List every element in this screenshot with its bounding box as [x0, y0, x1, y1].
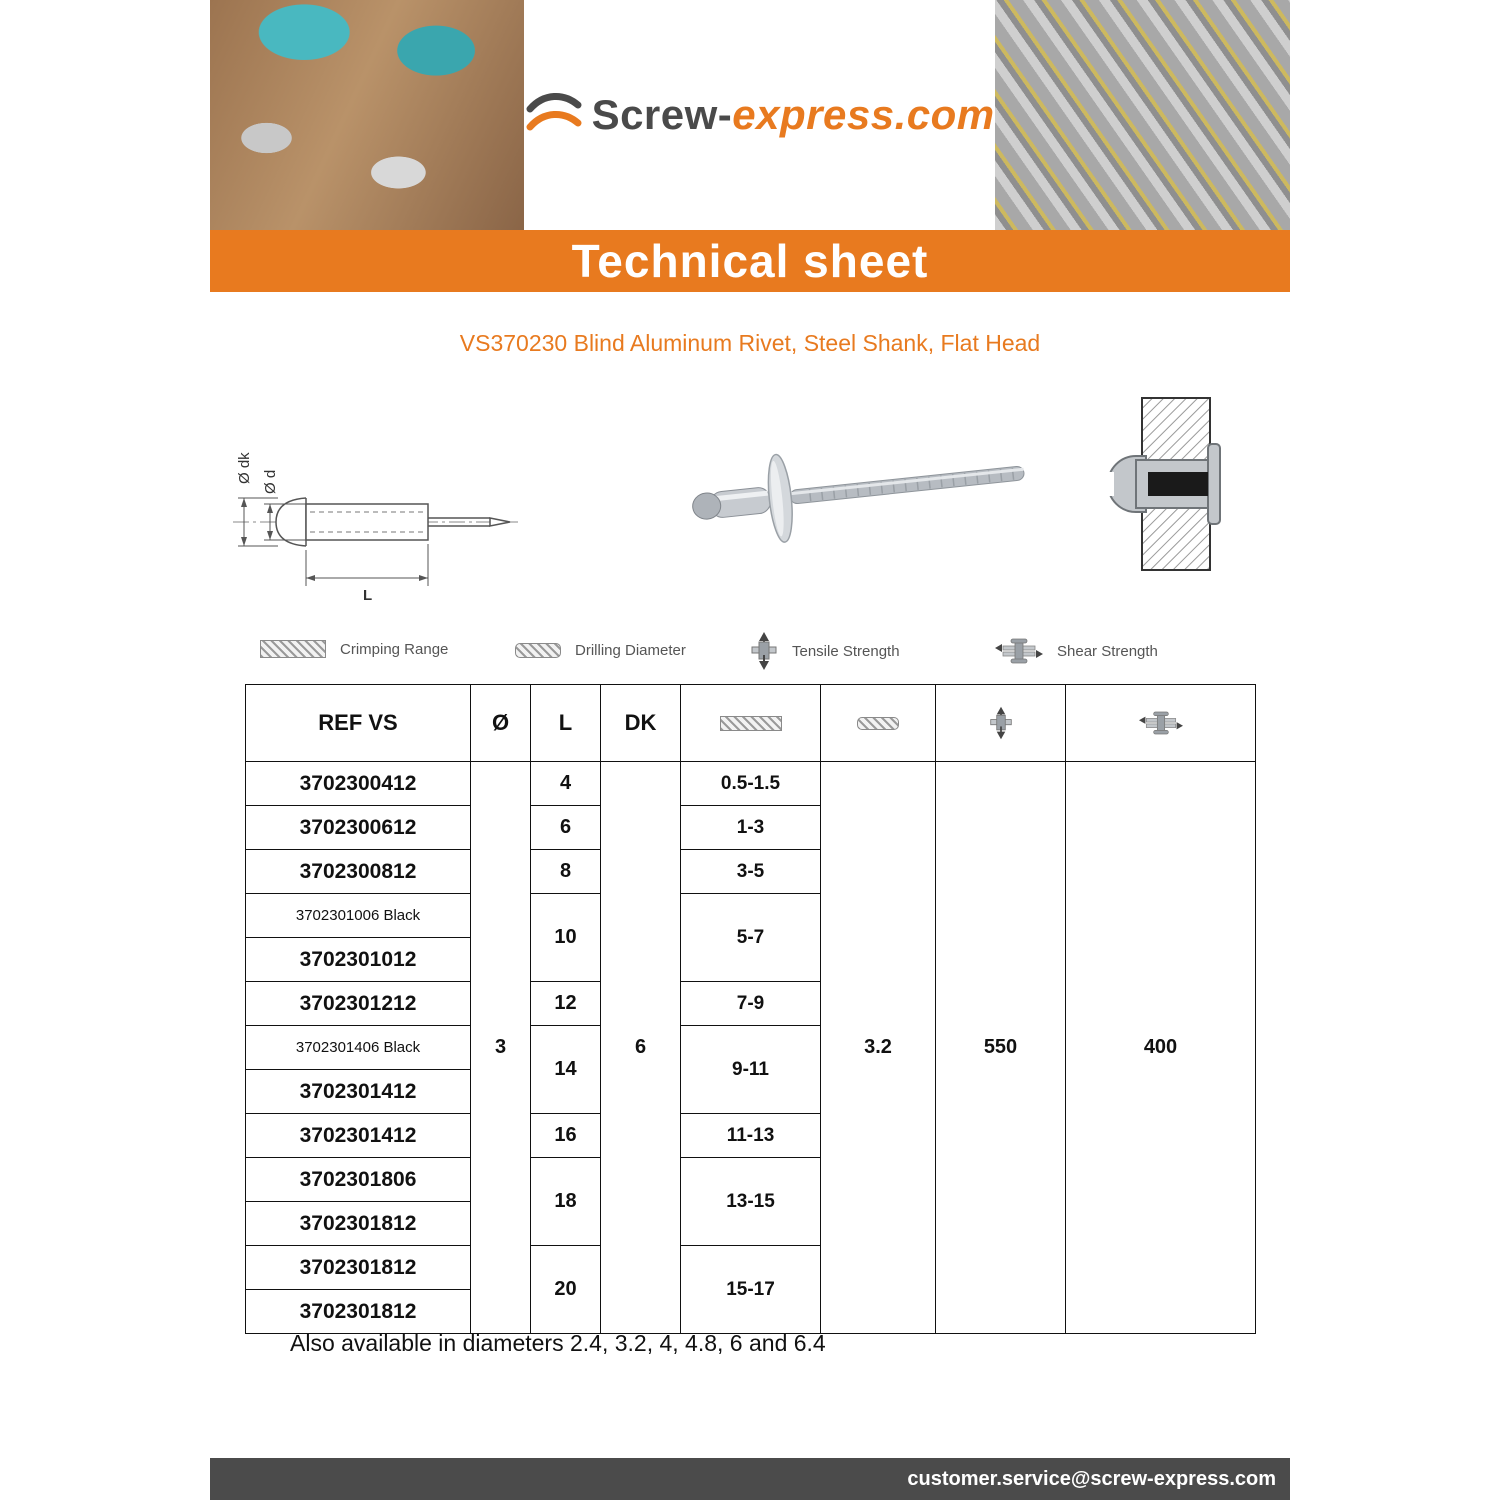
header-tensile — [936, 685, 1066, 762]
legend-tensile — [750, 632, 900, 670]
logo-suffix: express.com — [732, 91, 995, 138]
ref-cell: 3702301812 — [246, 1246, 471, 1290]
workbench-photo — [210, 0, 524, 230]
customer-service-email: customer.service@screw-express.com — [907, 1467, 1276, 1490]
l-cell: 8 — [531, 850, 601, 894]
footer — [210, 1458, 1290, 1500]
dk-cell: 6 — [601, 762, 681, 1334]
logo-swoosh-icon — [524, 89, 582, 141]
logo-prefix: Screw- — [591, 91, 733, 138]
rivet-cross-section — [1090, 392, 1230, 576]
diameter-cell: 3 — [471, 762, 531, 1334]
header-diameter: Ø — [471, 685, 531, 762]
availability-note: Also available in diameters 2.4, 3.2, 4, 4.8, 6 and 6.4 — [290, 1330, 826, 1356]
crimp-cell: 1-3 — [681, 806, 821, 850]
spec-table — [245, 684, 1256, 1334]
header — [210, 0, 1290, 230]
legend-drilling — [515, 642, 686, 659]
shear-strength-icon — [995, 638, 1043, 664]
ref-cell: 3702301406 Black — [246, 1026, 471, 1070]
tensile-strength-icon — [750, 632, 778, 670]
header-dk: DK — [601, 685, 681, 762]
legend-drilling-label: Drilling Diameter — [575, 642, 686, 659]
ref-cell: 3702300412 — [246, 762, 471, 806]
l-cell: 12 — [531, 982, 601, 1026]
crimp-cell: 9-11 — [681, 1026, 821, 1114]
shear-cell: 400 — [1066, 762, 1256, 1334]
banner — [210, 230, 1290, 292]
table-row — [246, 762, 1256, 806]
crimp-cell: 5-7 — [681, 894, 821, 982]
crimp-cell: 11-13 — [681, 1114, 821, 1158]
dim-label-dk: Ø dk — [236, 452, 253, 484]
crimp-cell: 15-17 — [681, 1246, 821, 1334]
dim-label-l: L — [363, 587, 373, 604]
crimp-cell: 7-9 — [681, 982, 821, 1026]
rivet-product-photo — [640, 382, 1060, 602]
header-ref: REF VS — [246, 685, 471, 762]
crimp-cell: 3-5 — [681, 850, 821, 894]
l-cell: 20 — [531, 1246, 601, 1334]
page-title: Technical sheet — [571, 235, 929, 287]
table-header-row — [246, 685, 1256, 762]
diagram-row — [210, 372, 1290, 630]
screws-photo — [995, 0, 1290, 230]
drilling-cell: 3.2 — [821, 762, 936, 1334]
icon-legend — [210, 636, 1290, 672]
ref-cell: 3702301812 — [246, 1202, 471, 1246]
drilling-diameter-icon — [857, 717, 899, 730]
product-title: VS370230 Blind Aluminum Rivet, Steel Shank, Flat Head — [459, 330, 1041, 356]
crimp-cell: 13-15 — [681, 1158, 821, 1246]
dim-label-d: Ø d — [262, 469, 279, 494]
tensile-strength-icon — [989, 706, 1013, 740]
l-cell: 10 — [531, 894, 601, 982]
ref-cell: 3702300612 — [246, 806, 471, 850]
ref-cell: 3702300812 — [246, 850, 471, 894]
l-cell: 18 — [531, 1158, 601, 1246]
ref-cell: 3702301212 — [246, 982, 471, 1026]
crimping-range-icon — [720, 716, 782, 731]
drilling-diameter-icon — [515, 643, 561, 658]
legend-shear-label: Shear Strength — [1057, 642, 1158, 660]
shear-strength-icon — [1139, 711, 1183, 735]
l-cell: 6 — [531, 806, 601, 850]
ref-cell: 3702301412 — [246, 1070, 471, 1114]
rivet-technical-drawing — [218, 372, 528, 630]
crimping-range-icon — [260, 640, 326, 658]
legend-tensile-label: Tensile Strength — [792, 642, 900, 660]
ref-cell: 3702301812 — [246, 1290, 471, 1334]
logo — [524, 0, 995, 230]
legend-crimping — [260, 640, 448, 658]
ref-cell: 3702301412 — [246, 1114, 471, 1158]
l-cell: 16 — [531, 1114, 601, 1158]
ref-cell: 3702301012 — [246, 938, 471, 982]
logo-text — [592, 91, 995, 139]
header-crimping — [681, 685, 821, 762]
header-drilling — [821, 685, 936, 762]
crimp-cell: 0.5-1.5 — [681, 762, 821, 806]
ref-cell: 3702301006 Black — [246, 894, 471, 938]
legend-crimping-label: Crimping Range — [340, 640, 449, 658]
legend-shear — [995, 638, 1158, 664]
header-l: L — [531, 685, 601, 762]
l-cell: 14 — [531, 1026, 601, 1114]
tensile-cell: 550 — [936, 762, 1066, 1334]
ref-cell: 3702301806 — [246, 1158, 471, 1202]
header-shear — [1066, 685, 1256, 762]
l-cell: 4 — [531, 762, 601, 806]
